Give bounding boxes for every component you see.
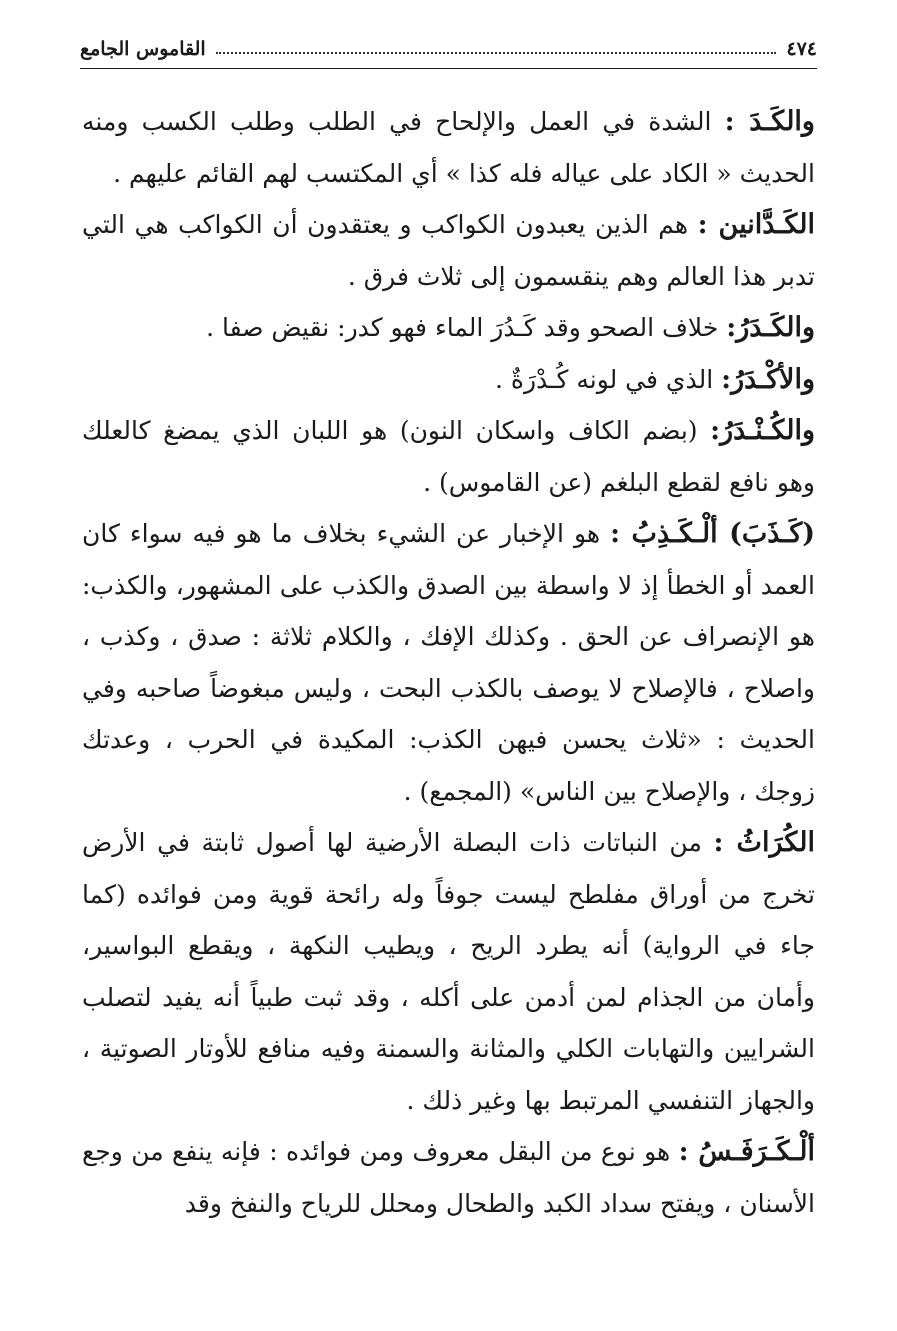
entry-definition: خلاف الصحو وقد كَـدُرَ الماء فهو كدر: نقيض صفا .: [206, 313, 727, 342]
entry-term: والأكْـدَرُ:: [721, 363, 815, 395]
entry-alkundur: [82, 405, 815, 508]
entry-term: والكَـدَ :: [724, 106, 815, 137]
entry-alkaddanin: [82, 199, 815, 302]
entry-term: (كَـذَبَ) ألْـكَـذِبُ :: [610, 518, 815, 549]
entry-alkadar: [82, 302, 815, 354]
entry-definition: هو الإخبار عن الشيء بخلاف ما هو فيه سواء كان العمد أو الخطأ إذ لا واسطة بين الصدق والكذب على المشهور، والكذب: هو الإنصراف عن الحق . وكذلك الإفك ، والكلام ثلاثة : صدق ، وكذب ، واصلاح ، فالإصلاح لا يوصف بالكذب البحت ، وليس مبغوضاً صاحبه وفي الحديث : «ثلاث يحسن فيهن الكذب: المكيدة في الحرب ، وعدتك زوجك ، والإصلاح بين الناس» (المجمع) .: [82, 519, 815, 806]
entry-term: الكُرَاثُ :: [713, 827, 815, 858]
header-rule: [80, 68, 817, 69]
entry-term: ألْـكَـرَفَـسُ :: [678, 1136, 815, 1167]
entry-alkurrath: [82, 817, 815, 1126]
entry-term: والكَـدَرُ:: [726, 312, 815, 343]
entry-alkarafs: [82, 1126, 815, 1229]
entry-alkadhib: [82, 508, 815, 817]
entry-alakdar: [82, 354, 815, 406]
dictionary-body: [82, 96, 815, 1229]
entry-definition: (بضم الكاف واسكان النون) هو اللبان الذي يمضغ كالعلك وهو نافع لقطع البلغم (عن القاموس) .: [82, 416, 815, 497]
entry-definition: من النباتات ذات البصلة الأرضية لها أصول ثابتة في الأرض تخرج من أوراق مفلطح ليست جوفاً وله رائحة قوية ومن فوائده (كما جاء في الرواية) أنه يطرد الريح ، ويطيب النكهة ، ويقطع البواسير، وأمان من الجذام لمن أدمن على أكله ، وقد ثبت طبياً أنه يفيد لتصلب الشرايين والتهابات الكلي والمثانة والسمنة وفيه منافع للأوتار الصوتية ، والجهاز التنفسي المرتبط بها وغير ذلك .: [82, 828, 815, 1115]
entry-definition: هو نوع من البقل معروف ومن فوائده : فإنه ينفع من وجع الأسنان ، ويفتح سداد الكبد والطحال ومحلل للرياح والنفخ وقد: [82, 1137, 815, 1218]
page-number: ٤٧٤: [786, 38, 817, 60]
header-dot-leader: [216, 52, 777, 54]
entry-definition: الشدة في العمل والإلحاح في الطلب وطلب الكسب ومنه الحديث « الكاد على عياله فله كذا » أي المكتسب لهم القائم عليهم .: [82, 107, 815, 188]
entry-term: الكَـدَّانين :: [697, 209, 815, 240]
entry-definition: هم الذين يعبدون الكواكب و يعتقدون أن الكواكب هي التي تدبر هذا العالم وهم ينقسمون إلى ثلاث فرق .: [82, 210, 815, 291]
book-title: القاموس الجامع: [80, 38, 206, 60]
entry-term: والكُـنْـدَرُ:: [710, 415, 815, 446]
running-header: [80, 34, 817, 64]
entry-definition: الذي في لونه كُـدْرَةٌ .: [494, 364, 722, 394]
entry-alkadd: [82, 96, 815, 199]
